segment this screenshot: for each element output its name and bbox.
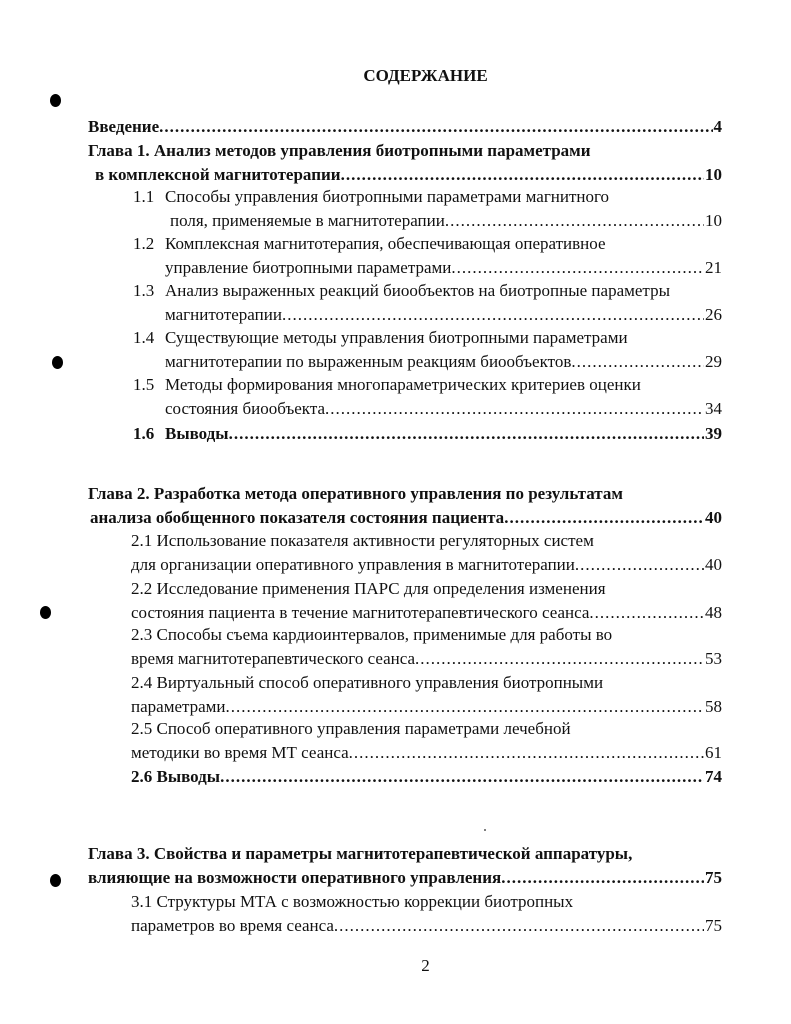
section-number: 1.6 bbox=[133, 424, 155, 443]
entry-title: в комплексной магнитотерапии bbox=[95, 164, 341, 184]
toc-entry-s1-5 bbox=[165, 398, 722, 420]
page-ref: 4 bbox=[713, 117, 722, 136]
scan-speck bbox=[484, 829, 486, 831]
page-ref: 26 bbox=[705, 304, 722, 324]
dot-leader bbox=[334, 915, 704, 937]
toc-entry-s2-4-line bbox=[131, 672, 603, 694]
dot-leader bbox=[229, 423, 704, 445]
entry-title: параметров во время сеанса bbox=[131, 915, 334, 935]
entry-title: управление биотропными параметрами bbox=[165, 257, 452, 277]
toc-title: СОДЕРЖАНИЕ bbox=[363, 66, 488, 85]
page-ref: 74 bbox=[705, 767, 722, 786]
entry-title: 2.2 Исследование применения ПАРС для определения изменения bbox=[131, 579, 606, 598]
entry-title: 2.6 Выводы bbox=[131, 767, 221, 786]
page-ref: 75 bbox=[705, 867, 722, 887]
entry-title: Комплексная магнитотерапия, обеспечивающая оперативное bbox=[165, 234, 606, 253]
dot-leader bbox=[282, 304, 704, 326]
toc-entry-s3-1 bbox=[131, 915, 722, 937]
toc-entry-s1-3 bbox=[165, 304, 722, 326]
entry-title: 3.1 Структуры МТА с возможностью коррекции биотропных bbox=[131, 892, 574, 911]
entry-title: 2.3 Способы съема кардиоинтервалов, применимые для работы во bbox=[131, 625, 613, 644]
toc-entry-ch3-line bbox=[88, 843, 632, 865]
section-number: 1.1 bbox=[133, 187, 155, 206]
toc-entry-s1-1-line bbox=[133, 186, 609, 208]
entry-title: магнитотерапии bbox=[165, 304, 282, 324]
dot-leader bbox=[159, 116, 712, 138]
section-number: 1.2 bbox=[133, 234, 155, 253]
dot-leader bbox=[589, 602, 704, 624]
toc-entry-s2-3-line bbox=[131, 624, 612, 646]
entry-title: магнитотерапии по выраженным реакциям биообъектов bbox=[165, 351, 572, 371]
toc-entry-s1-4-line bbox=[133, 327, 628, 349]
dot-leader bbox=[341, 164, 704, 186]
toc-entry-s2-3 bbox=[131, 648, 722, 670]
toc-entry-s1-4 bbox=[165, 351, 722, 373]
toc-entry-ch1 bbox=[95, 164, 722, 186]
section-number: 1.4 bbox=[133, 328, 155, 347]
toc-entry-s2-2-line bbox=[131, 578, 606, 600]
section-number: 1.5 bbox=[133, 375, 155, 394]
entry-title: Глава 3. Свойства и параметры магнитотерапевтической аппаратуры, bbox=[88, 844, 633, 863]
page-ref: 40 bbox=[705, 507, 722, 527]
section-number: 1.3 bbox=[133, 281, 155, 300]
entry-title: методики во время МТ сеанса bbox=[131, 742, 349, 762]
page-ref: 58 bbox=[705, 696, 722, 716]
toc-entry-s2-6 bbox=[131, 766, 722, 788]
dot-leader bbox=[325, 398, 704, 420]
dot-leader bbox=[415, 648, 704, 670]
toc-entry-s2-5-line bbox=[131, 718, 571, 740]
dot-leader bbox=[575, 554, 704, 576]
toc-entry-s3-1-line bbox=[131, 891, 573, 913]
entry-title: 2.4 Виртуальный способ оперативного управления биотропными bbox=[131, 673, 604, 692]
entry-title: анализа обобщенного показателя состояния пациента bbox=[90, 507, 505, 527]
page-ref: 10 bbox=[705, 164, 722, 184]
toc-entry-s2-4 bbox=[131, 696, 722, 718]
entry-title: параметрами bbox=[131, 696, 226, 716]
entry-title: 2.5 Способ оперативного управления параметрами лечебной bbox=[131, 719, 571, 738]
entry-title: влияющие на возможности оперативного управления bbox=[88, 867, 502, 887]
page-ref: 10 bbox=[705, 210, 722, 230]
dot-leader bbox=[504, 507, 704, 529]
page-ref: 34 bbox=[705, 398, 722, 418]
page-ref: 53 bbox=[705, 648, 722, 668]
page-ref: 29 bbox=[705, 351, 722, 371]
dot-leader bbox=[501, 867, 704, 889]
toc-entry-s1-3-line bbox=[133, 280, 670, 302]
page-number: 2 bbox=[421, 956, 430, 975]
toc-entry-s2-2 bbox=[131, 602, 722, 624]
entry-title: для организации оперативного управления в магнитотерапии bbox=[131, 554, 575, 574]
toc-entry-s2-1-line bbox=[131, 530, 594, 552]
entry-title: Введение bbox=[88, 117, 160, 136]
toc-entry-ch1-line bbox=[88, 140, 591, 162]
page-ref: 21 bbox=[705, 257, 722, 277]
entry-title: Анализ выраженных реакций биообъектов на биотропные параметры bbox=[165, 281, 670, 300]
entry-title: состояния биообъекта bbox=[165, 398, 326, 418]
page-ref: 75 bbox=[705, 915, 722, 935]
toc-entry-ch2-line bbox=[88, 483, 623, 505]
toc-entry-s1-2 bbox=[165, 257, 722, 279]
dot-leader bbox=[445, 210, 704, 232]
page-ref: 39 bbox=[705, 424, 722, 443]
toc-entry-s1-1 bbox=[170, 210, 722, 232]
dot-leader bbox=[571, 351, 704, 373]
toc-entry-s2-1 bbox=[131, 554, 722, 576]
entry-title: состояния пациента в течение магнитотерапевтического сеанса bbox=[131, 602, 590, 622]
entry-title: поля, применяемые в магнитотерапии bbox=[170, 210, 445, 230]
entry-title: Выводы bbox=[165, 424, 229, 443]
toc-entry-s1-6 bbox=[133, 423, 722, 445]
entry-title: Способы управления биотропными параметрами магнитного bbox=[165, 187, 610, 206]
dot-leader bbox=[349, 742, 704, 764]
toc-entry-ch3 bbox=[88, 867, 722, 889]
toc-entry-ch2 bbox=[90, 507, 722, 529]
toc-entry-s1-5-line bbox=[133, 374, 641, 396]
page-ref: 40 bbox=[705, 554, 722, 574]
dot-leader bbox=[451, 257, 704, 279]
toc-entry-intro bbox=[88, 116, 722, 138]
page-ref: 48 bbox=[705, 602, 722, 622]
punch-hole-mark bbox=[50, 874, 61, 887]
punch-hole-mark bbox=[40, 606, 51, 619]
entry-title: время магнитотерапевтического сеанса bbox=[131, 648, 416, 668]
punch-hole-mark bbox=[50, 94, 61, 107]
toc-entry-s2-5 bbox=[131, 742, 722, 764]
entry-title: Методы формирования многопараметрических критериев оценки bbox=[165, 375, 641, 394]
entry-title: 2.1 Использование показателя активности регуляторных систем bbox=[131, 531, 594, 550]
page-ref: 61 bbox=[705, 742, 722, 762]
dot-leader bbox=[226, 696, 704, 718]
punch-hole-mark bbox=[52, 356, 63, 369]
dot-leader bbox=[220, 766, 704, 788]
entry-title: Глава 1. Анализ методов управления биотропными параметрами bbox=[88, 141, 591, 160]
toc-entry-s1-2-line bbox=[133, 233, 606, 255]
entry-title: Существующие методы управления биотропными параметрами bbox=[165, 328, 628, 347]
entry-title: Глава 2. Разработка метода оперативного управления по результатам bbox=[88, 484, 623, 503]
